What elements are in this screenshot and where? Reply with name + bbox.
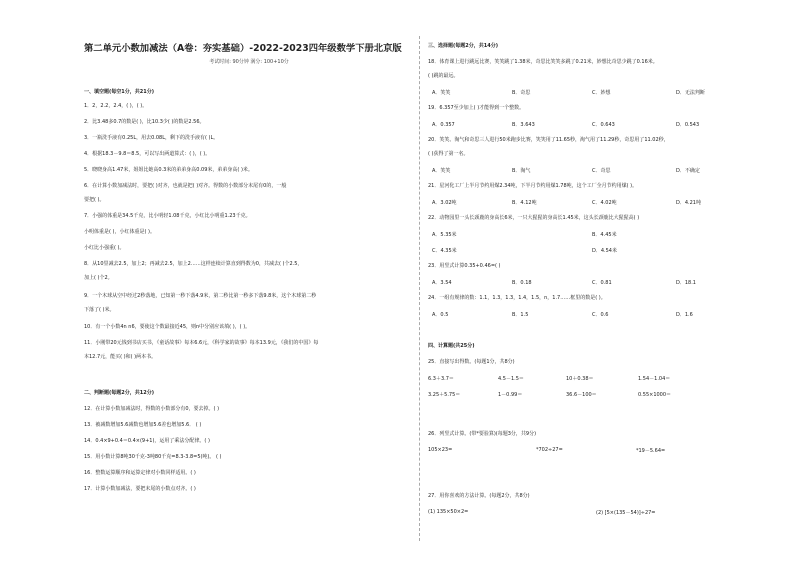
question-14: 14．0.4×9+0.4＝0.4×(9+1)，运用了乘法分配律。( )	[84, 438, 210, 444]
q19-option-a: A．0.357	[432, 122, 455, 128]
question-17: 17．计算小数加减法，要把末尾的小数点对齐。( )	[84, 486, 196, 492]
question-24: 24．一组有规律的数：1.1，1.3，1.3，1.4，1.5，n，1.7……框里的数是( )。	[428, 295, 606, 301]
question-4: 4．根据18.3－9.8＝8.5，可以写出两道算式：( )，( )。	[84, 151, 211, 157]
question-16: 16．整数运算顺序和运算定律对小数同样适用。( )	[84, 470, 196, 476]
q20-option-b: B．淘气	[512, 168, 531, 174]
q18-option-c: C．妙想	[592, 90, 611, 96]
q18-option-a: A．笑笑	[432, 90, 451, 96]
q25-item-5: 3.25＋5.75＝	[428, 392, 461, 398]
q25-item-1: 6.3＋3.7＝	[428, 376, 454, 382]
q22-option-c: C．4.35米	[432, 248, 457, 254]
question-7-line-1: 7．小强的体重是34.5千克，比小明轻1.08千克，小红比小明重1.23千克。	[84, 213, 251, 219]
question-18-line-2: ( )跳的最远。	[428, 73, 459, 79]
column-divider	[419, 36, 420, 541]
q25-item-3: 10＋0.38＝	[566, 376, 594, 382]
exam-subtitle: 考试时间: 90分钟 满分: 100+10分	[209, 59, 289, 65]
question-23: 23．用竖式计算0.35+0.46=( )	[428, 263, 501, 269]
question-25: 25．直接写出得数。(每题1分，共8分)	[428, 359, 515, 365]
section-heading-true-false: 二、判断题(每题2分，共12分)	[84, 390, 155, 396]
q23-option-b: B．0.18	[512, 280, 532, 286]
q22-option-b: B．4.45米	[592, 232, 617, 238]
q23-option-c: C．0.81	[592, 280, 612, 286]
q25-item-4: 1.54－1.04＝	[638, 376, 671, 382]
question-20-line-2: ( )获得了第一名。	[428, 151, 469, 157]
q19-option-d: D．0.543	[676, 122, 700, 128]
question-20-line-1: 20．笑笑、淘气和奇思三人进行50米跑步比赛，笑笑用了11.65秒，淘气用了11.29秒，奇思用了11.02秒，	[428, 137, 669, 143]
section-heading-fill-in: 一、填空题(每空1分，共21分)	[84, 89, 155, 95]
q19-option-b: B．3.643	[512, 122, 535, 128]
q24-option-b: B．1.5	[512, 312, 529, 318]
question-11-line-2: 本12.7元，能买( )和( )两本书。	[84, 354, 157, 360]
q25-item-6: 1－0.99＝	[498, 392, 523, 398]
question-8-line-2: 加上( )个2。	[84, 275, 113, 281]
question-15: 15．用小数计算8吨30千克-3吨80千克=8.3-3.8=5(吨)。 ( )	[84, 454, 222, 460]
question-7-line-2: 小明体重是( )，小红体重是( )。	[84, 229, 155, 235]
question-9-line-2: 下落了( )米。	[84, 307, 115, 313]
question-11-line-1: 11．小刚带20元钱到书店买书，《童话故事》每本6.6元，《科学家的故事》每本13.9元，《我们的中国》每	[84, 340, 319, 346]
question-19: 19．6.357至少加上( )才能得到一个整数。	[428, 105, 525, 111]
question-3: 3．一瓶洗手液有0.25L，用去0.08L，剩下的洗手液有( )L。	[84, 135, 219, 141]
q26-item-3: *19－5.64=	[636, 448, 666, 454]
q27-item-2: (2) [5×(135－54)]÷27=	[596, 510, 656, 516]
question-18-line-1: 18．体育课上进行跳远比赛，笑笑跳了1.38米，奇思比笑笑多跳了0.21米，妙想比奇思少跳了0.16米。	[428, 59, 658, 65]
question-7-line-3: 小红比小强重( )。	[84, 245, 125, 251]
q26-item-2: *702÷27=	[536, 447, 563, 453]
q21-option-d: D．4.21吨	[676, 200, 701, 206]
question-2: 2．比3.48多0.7的数是( )，比10.3少( )的数是2.56。	[84, 119, 205, 125]
q25-item-7: 36.6－100＝	[566, 392, 597, 398]
q22-option-d: D．4.54米	[592, 248, 617, 254]
question-12: 12．在计算小数加减法时，得数的小数部分有0，要去掉。( )	[84, 406, 220, 412]
question-8-line-1: 8．从10里减去2.5，加上2；再减去2.5，加上2……这样连续计算直到得数为0，共减去( )个2.5，	[84, 261, 303, 267]
q24-option-a: A．0.5	[432, 312, 449, 318]
q21-option-b: B．4.12吨	[512, 200, 537, 206]
question-13: 13．被减数增加5.6减数也增加5.6差也增加5.6． ( )	[84, 422, 202, 428]
question-5: 5．晓晓身高1.47米，姐姐比她高0.3米的弟弟身高0.09米，弟弟身高( )米。	[84, 167, 253, 173]
q23-option-d: D．18.1	[676, 280, 696, 286]
question-6-line-2: 要把( )。	[84, 197, 105, 203]
q24-option-c: C．0.6	[592, 312, 609, 318]
q22-option-a: A．5.35米	[432, 232, 457, 238]
q27-item-1: (1) 135×50×2=	[428, 509, 469, 515]
question-21: 21．星河化工厂上半月节约用煤2.34吨，下半月节约用煤1.78吨，这个工厂全月节约用煤( )。	[428, 183, 638, 189]
q20-option-c: C．奇思	[592, 168, 611, 174]
question-6-line-1: 6．在计算小数加减法时，要把( )对齐，也就是把( )对齐。得数的小数部分末尾有0的，一般	[84, 183, 287, 189]
section-heading-calculation: 四、计算题(共25分)	[428, 343, 475, 349]
section-heading-multiple-choice: 三、选择题(每题2分，共14分)	[428, 43, 499, 49]
q18-option-b: B．奇思	[512, 90, 531, 96]
q20-option-d: D．不确定	[676, 168, 700, 174]
question-9-line-1: 9．一个木球从空中经过2秒落地，已知第一秒下落4.9米，第二秒比第一秒多下落9.8米，这个木球第二秒	[84, 293, 317, 299]
question-27: 27．用你喜欢的方法计算。(每题2分，共8分)	[428, 493, 530, 499]
q20-option-a: A．笑笑	[432, 168, 451, 174]
q21-option-a: A．3.02吨	[432, 200, 457, 206]
question-1: 1．2，2.2，2.4，( )，( )。	[84, 103, 148, 109]
question-26: 26．列竖式计算。(带*要验算)(每题3分，共9分)	[428, 431, 537, 437]
q25-item-8: 0.55×1000＝	[638, 392, 672, 398]
q19-option-c: C．0.643	[592, 122, 615, 128]
q23-option-a: A．3.54	[432, 280, 452, 286]
q18-option-d: D．无法判断	[676, 90, 705, 96]
q26-item-1: 105×23=	[428, 447, 453, 453]
question-22: 22．动物园里一头长颈鹿的身高长6米，一只大猩猩的身高长1.45米，这头长颈鹿比大猩猩高( )	[428, 215, 640, 221]
question-10: 10．有一个小数4n n6，要使这个数最接近45，则n中分别应该填( )，( )。	[84, 324, 251, 330]
exam-title: 第二单元小数加减法（A卷：夯实基础）-2022-2023四年级数学下册北京版	[84, 43, 402, 54]
q25-item-2: 4.5－1.5＝	[498, 376, 524, 382]
q24-option-d: D．1.6	[676, 312, 693, 318]
q21-option-c: C．4.02吨	[592, 200, 617, 206]
